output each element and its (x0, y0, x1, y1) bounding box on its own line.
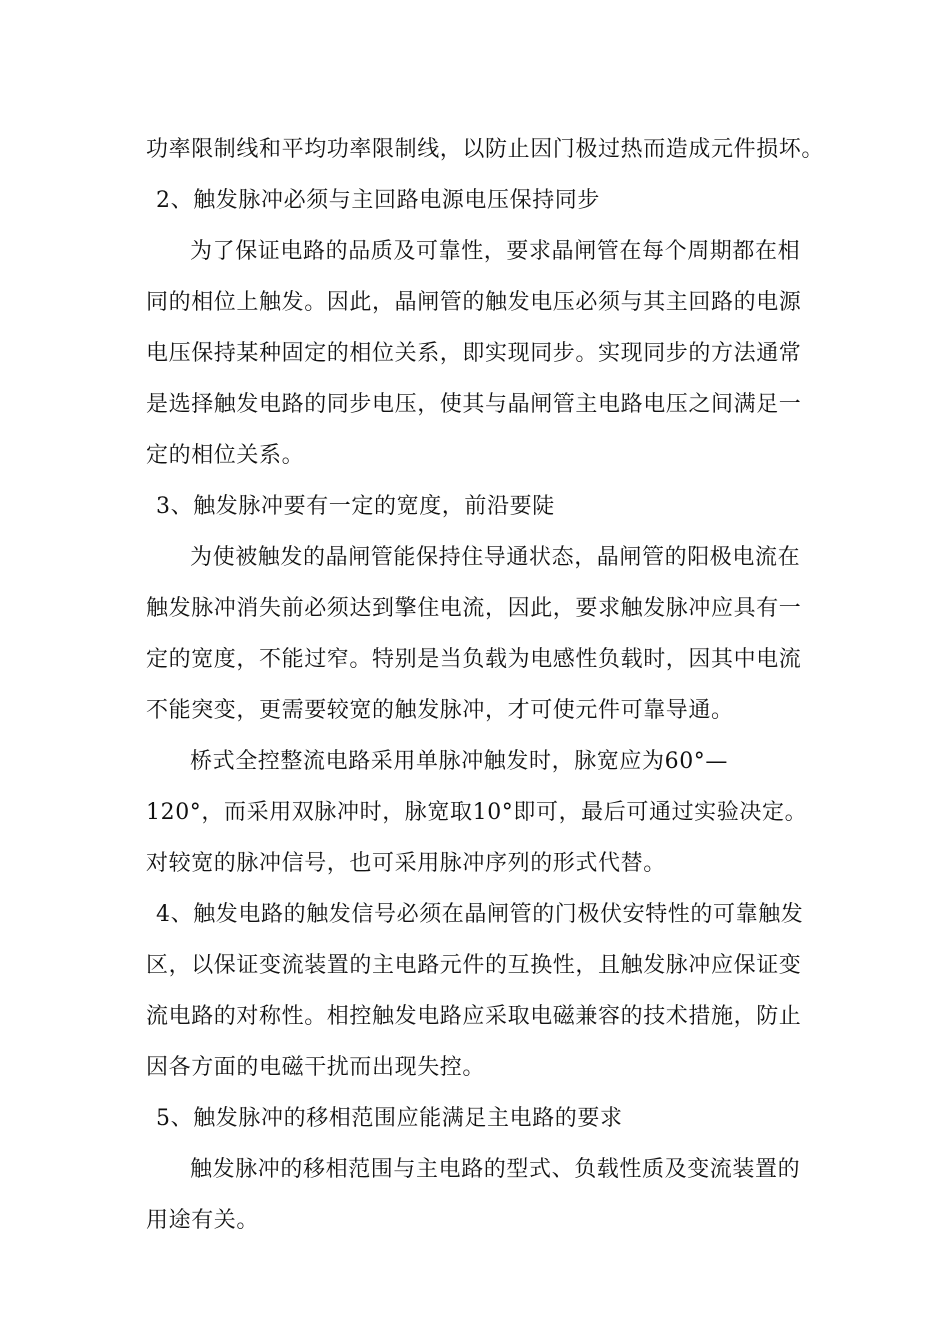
paragraph-line: 同的相位上触发。因此，晶闸管的触发电压必须与其主回路的电源 (146, 290, 802, 315)
paragraph-line: 功率限制线和平均功率限制线，以防止因门极过热而造成元件损坏。 (146, 137, 825, 162)
paragraph-line: 不能突变，更需要较宽的触发脉冲，才可使元件可靠导通。 (146, 698, 734, 723)
paragraph-line: 120°，而采用双脉冲时，脉宽取10°即可，最后可通过实验决定。 (146, 800, 808, 825)
paragraph-line: 定的宽度，不能过窄。特别是当负载为电感性负载时，因其中电流 (146, 647, 802, 672)
paragraph-line: 用途有关。 (146, 1208, 260, 1233)
paragraph-line: 定的相位关系。 (146, 443, 305, 468)
paragraph-line: 电压保持某种固定的相位关系，即实现同步。实现同步的方法通常 (146, 341, 802, 366)
paragraph-line: 区，以保证变流装置的主电路元件的互换性，且触发脉冲应保证变 (146, 953, 802, 978)
paragraph-line: 触发脉冲的移相范围与主电路的型式、负载性质及变流装置的 (190, 1157, 801, 1182)
paragraph-line: 触发脉冲消失前必须达到擎住电流，因此，要求触发脉冲应具有一 (146, 596, 802, 621)
section-heading-3: 3、触发脉冲要有一定的宽度，前沿要陡 (156, 494, 555, 519)
paragraph-line: 桥式全控整流电路采用单脉冲触发时，脉宽应为60°— (190, 749, 728, 774)
paragraph-line: 因各方面的电磁干扰而出现失控。 (146, 1055, 486, 1080)
paragraph-line: 为使被触发的晶闸管能保持住导通状态，晶闸管的阳极电流在 (190, 545, 801, 570)
paragraph-line: 流电路的对称性。相控触发电路应采取电磁兼容的技术措施，防止 (146, 1004, 802, 1029)
section-heading-2: 2、触发脉冲必须与主回路电源电压保持同步 (156, 188, 600, 213)
paragraph-line: 为了保证电路的品质及可靠性，要求晶闸管在每个周期都在相 (190, 239, 801, 264)
section-heading-4: 4、触发电路的触发信号必须在晶闸管的门极伏安特性的可靠触发 (156, 902, 804, 927)
section-heading-5: 5、触发脉冲的移相范围应能满足主电路的要求 (156, 1106, 623, 1131)
paragraph-line: 是选择触发电路的同步电压，使其与晶闸管主电路电压之间满足一 (146, 392, 802, 417)
paragraph-line: 对较宽的脉冲信号，也可采用脉冲序列的形式代替。 (146, 851, 666, 876)
